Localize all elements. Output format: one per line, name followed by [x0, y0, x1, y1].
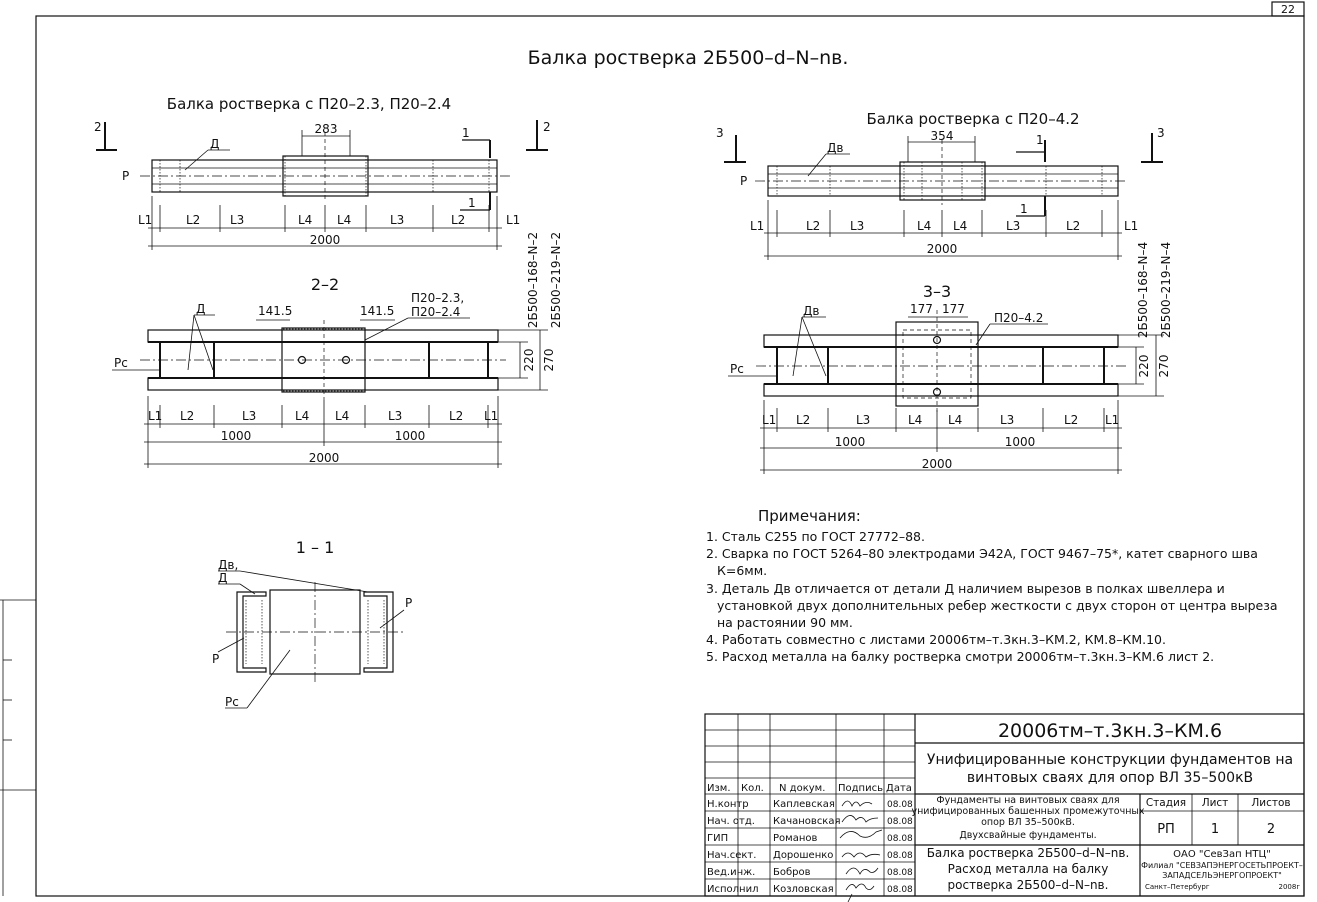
svg-text:Фундаменты на винтовых сваях д: Фундаменты на винтовых сваях для	[936, 795, 1120, 806]
left-detail-label: Д	[210, 137, 220, 151]
svg-text:ОАО "СевЗап НТЦ": ОАО "СевЗап НТЦ"	[1173, 849, 1271, 860]
sheet-number: 22	[1281, 3, 1295, 16]
svg-text:Романов: Романов	[773, 833, 818, 844]
section-3-3-detail-label: Дв	[803, 304, 820, 318]
svg-text:Нач. отд.: Нач. отд.	[707, 816, 755, 827]
section-3-3-dim-220: 220	[1137, 354, 1151, 378]
svg-text:L4: L4	[337, 213, 352, 227]
cut-mark-1-top: 1	[462, 126, 470, 140]
svg-text:Н.контр: Н.контр	[707, 799, 749, 810]
section-mark-3-right: 3	[1157, 126, 1165, 140]
project-line-1: Унифицированные конструкции фундаментов на	[926, 752, 1294, 768]
right-detail-label: Дв	[827, 141, 844, 155]
svg-text:Двухсвайные фундаменты.: Двухсвайные фундаменты.	[959, 830, 1097, 841]
section-2-2-overall: 2000	[308, 451, 340, 465]
section-3-3-dim-270: 270	[1157, 354, 1171, 378]
section-2-2-segment-labels	[148, 409, 498, 423]
section-3-3-offset-right: 177	[942, 302, 965, 316]
project-line-2: винтовых сваях для опор ВЛ 35–500кВ	[966, 770, 1254, 786]
section-3-3-offset-left: 177	[910, 302, 933, 316]
cut-mark-1-right-bottom: 1	[1020, 202, 1028, 216]
right-top-dim: 354	[930, 129, 954, 143]
notes-block	[706, 507, 1296, 666]
section-1-1-label-p-right: Р	[405, 596, 413, 610]
stage-sheet-headers	[1146, 797, 1291, 809]
svg-text:L3: L3	[390, 213, 405, 227]
cross-section-1-1	[212, 538, 412, 709]
cut-mark-1-right-top: 1	[1036, 133, 1044, 147]
svg-text:1: 1	[1210, 822, 1220, 837]
svg-text:2: 2	[1266, 822, 1276, 837]
svg-text:L4: L4	[908, 413, 923, 427]
svg-text:08.08: 08.08	[887, 817, 913, 827]
svg-text:Кол.: Кол.	[741, 783, 764, 794]
section-1-1-label-db: Дв,	[218, 558, 239, 572]
section-3-3-overall: 2000	[921, 457, 953, 471]
svg-text:Вед.инж.: Вед.инж.	[707, 867, 756, 878]
svg-text:L2: L2	[451, 213, 466, 227]
note-line: 1. Сталь С255 по ГОСТ 27772–88.	[706, 529, 925, 544]
svg-text:опор ВЛ 35–500кВ.: опор ВЛ 35–500кВ.	[981, 817, 1075, 828]
section-2-2-pile-label-2: П20–2.4	[411, 305, 461, 319]
svg-text:08.08: 08.08	[887, 834, 913, 844]
svg-text:Изм.: Изм.	[707, 783, 731, 794]
note-line: 3. Деталь Дв отличается от детали Д наличием вырезов в полках швеллера и	[706, 580, 1225, 596]
left-segment-labels	[138, 213, 520, 227]
svg-text:Дата: Дата	[886, 783, 912, 794]
svg-text:L1: L1	[506, 213, 521, 227]
stage-sheet-values	[1157, 822, 1275, 837]
svg-text:L2: L2	[1066, 219, 1081, 233]
svg-text:L4: L4	[335, 409, 350, 423]
organization	[1141, 849, 1303, 891]
note-line: 4. Работать совместно с листами 20006тм–т.3кн.3–КМ.2, КМ.8–КМ.10.	[706, 632, 1166, 648]
svg-text:Балка ростверка 2Б500–d–N–nв.: Балка ростверка 2Б500–d–N–nв.	[926, 846, 1130, 860]
svg-text:Стадия: Стадия	[1145, 797, 1187, 809]
svg-text:Листов: Листов	[1251, 797, 1291, 809]
section-mark-2-right: 2	[543, 120, 551, 134]
svg-text:Подпись: Подпись	[838, 783, 883, 794]
main-title: Балка ростверка 2Б500–d–N–nв.	[527, 47, 849, 69]
svg-text:L3: L3	[1000, 413, 1015, 427]
svg-text:08.08: 08.08	[887, 868, 913, 878]
section-1-1-title: 1 – 1	[295, 538, 335, 557]
svg-text:L1: L1	[148, 409, 163, 423]
section-3-3-load-label: Рс	[730, 362, 744, 376]
svg-text:L3: L3	[850, 219, 865, 233]
left-beam-code-1: 2Б500–168–N–2	[526, 231, 540, 329]
drawing-title	[927, 846, 1130, 892]
right-section-3-3	[728, 242, 1173, 474]
title-block	[705, 714, 1304, 902]
svg-text:L3: L3	[242, 409, 257, 423]
note-line: 2. Сварка по ГОСТ 5264–80 электродами Э42А, ГОСТ 9467–75*, катет сварного шва	[706, 546, 1258, 562]
svg-text:08.08: 08.08	[887, 851, 913, 861]
svg-text:Бобров: Бобров	[773, 867, 811, 878]
svg-text:Дорошенко: Дорошенко	[773, 850, 834, 861]
svg-text:08.08: 08.08	[887, 885, 913, 895]
svg-text:Нач.сект.: Нач.сект.	[707, 850, 757, 861]
section-3-3-half-left: 1000	[834, 435, 866, 449]
section-1-1-label-d: Д	[218, 571, 228, 585]
notes-heading: Примечания:	[758, 507, 861, 525]
section-2-2-title: 2–2	[310, 275, 340, 294]
svg-text:2008г: 2008г	[1278, 883, 1300, 891]
svg-text:L1: L1	[762, 413, 777, 427]
section-1-1-label-pc: Рс	[225, 695, 239, 709]
section-2-2-load-label: Рс	[114, 356, 128, 370]
right-load-label: Р	[740, 174, 748, 188]
svg-text:L3: L3	[388, 409, 403, 423]
svg-text:Филиал "СЕВЗАПЭНЕРГОСЕТЬПРОЕКТ: Филиал "СЕВЗАПЭНЕРГОСЕТЬПРОЕКТ–	[1141, 861, 1303, 870]
right-segment-labels	[750, 219, 1138, 233]
section-mark-2-left: 2	[94, 120, 102, 134]
section-3-3-pile-label: П20–4.2	[994, 311, 1044, 325]
svg-text:L4: L4	[295, 409, 310, 423]
svg-text:Санкт–Петербург: Санкт–Петербург	[1145, 883, 1210, 891]
svg-text:L1: L1	[1105, 413, 1120, 427]
svg-text:L2: L2	[796, 413, 811, 427]
left-section-2-2	[112, 232, 563, 468]
section-mark-3-left: 3	[716, 126, 724, 140]
svg-text:Лист: Лист	[1201, 797, 1229, 809]
svg-text:L4: L4	[298, 213, 313, 227]
svg-text:ростверка 2Б500–d–N–nв.: ростверка 2Б500–d–N–nв.	[947, 878, 1109, 892]
svg-text:РП: РП	[1157, 822, 1175, 837]
section-3-3-half-right: 1000	[1004, 435, 1036, 449]
svg-text:L2: L2	[180, 409, 195, 423]
left-top-dim: 283	[314, 122, 338, 136]
svg-text:Расход металла на балку: Расход металла на балку	[947, 862, 1109, 876]
svg-text:L3: L3	[1006, 219, 1021, 233]
right-beam-code-2: 2Б500–219–N–4	[1159, 241, 1173, 339]
binding-margin-marks	[0, 600, 36, 896]
svg-text:L2: L2	[806, 219, 821, 233]
svg-text:Каплевская: Каплевская	[773, 799, 835, 810]
note-line: К=6мм.	[717, 563, 768, 579]
svg-text:Качановская: Качановская	[773, 816, 841, 827]
doc-code: 20006тм–т.3кн.3–КМ.6	[997, 720, 1223, 742]
svg-text:L3: L3	[230, 213, 245, 227]
svg-text:N докум.: N докум.	[779, 783, 826, 794]
svg-text:L4: L4	[953, 219, 968, 233]
section-2-2-detail-label: Д	[196, 302, 206, 316]
svg-text:L4: L4	[917, 219, 932, 233]
svg-text:L1: L1	[484, 409, 499, 423]
section-2-2-pile-label-1: П20–2.3,	[411, 291, 465, 305]
note-line: на растоянии 90 мм.	[717, 615, 853, 631]
svg-text:L3: L3	[856, 413, 871, 427]
right-beam-code-1: 2Б500–168–N–4	[1136, 241, 1150, 339]
right-elevation-view	[716, 110, 1165, 260]
left-view-title: Балка ростверка с П20–2.3, П20–2.4	[166, 95, 452, 113]
svg-text:L4: L4	[948, 413, 963, 427]
svg-text:ГИП: ГИП	[707, 833, 729, 844]
svg-text:L2: L2	[186, 213, 201, 227]
svg-text:Исполнил: Исполнил	[707, 884, 759, 895]
svg-text:Козловская: Козловская	[773, 884, 834, 895]
svg-text:L1: L1	[750, 219, 765, 233]
svg-text:унифицированных башенных проме: унифицированных башенных промежуточных	[911, 806, 1145, 817]
left-elevation-view	[94, 95, 551, 250]
section-2-2-half-right: 1000	[394, 429, 426, 443]
section-2-2-dim-220: 220	[522, 348, 536, 372]
section-2-2-half-left: 1000	[220, 429, 252, 443]
svg-text:L2: L2	[449, 409, 464, 423]
svg-text:08.08: 08.08	[887, 800, 913, 810]
left-load-label: Р	[122, 169, 130, 183]
section-2-2-offset-left: 141.5	[258, 304, 293, 318]
svg-text:L2: L2	[1064, 413, 1079, 427]
section-2-2-offset-right: 141.5	[360, 304, 395, 318]
signatures	[840, 801, 882, 902]
section-2-2-dim-270: 270	[542, 348, 556, 372]
note-line: 5. Расход металла на балку ростверка смотри 20006тм–т.3кн.3–КМ.6 лист 2.	[706, 649, 1215, 665]
left-beam-code-2: 2Б500–219–N–2	[549, 231, 563, 329]
object-description	[911, 795, 1144, 841]
note-line: установкой двух дополнительных ребер жесткости с двух сторон от центра выреза	[717, 597, 1278, 613]
right-overall-dim: 2000	[926, 242, 958, 256]
svg-text:L1: L1	[1124, 219, 1139, 233]
section-3-3-title: 3–3	[922, 282, 952, 301]
right-view-title: Балка ростверка с П20–4.2	[866, 110, 1080, 128]
cut-mark-1-bottom: 1	[468, 196, 476, 210]
section-1-1-label-p-left: Р	[212, 652, 220, 666]
section-3-3-segment-labels	[762, 413, 1119, 427]
left-overall-dim: 2000	[309, 233, 341, 247]
svg-text:ЗАПАДСЕЛЬЭНЕРГОПРОЕКТ": ЗАПАДСЕЛЬЭНЕРГОПРОЕКТ"	[1162, 871, 1282, 880]
svg-text:L1: L1	[138, 213, 153, 227]
